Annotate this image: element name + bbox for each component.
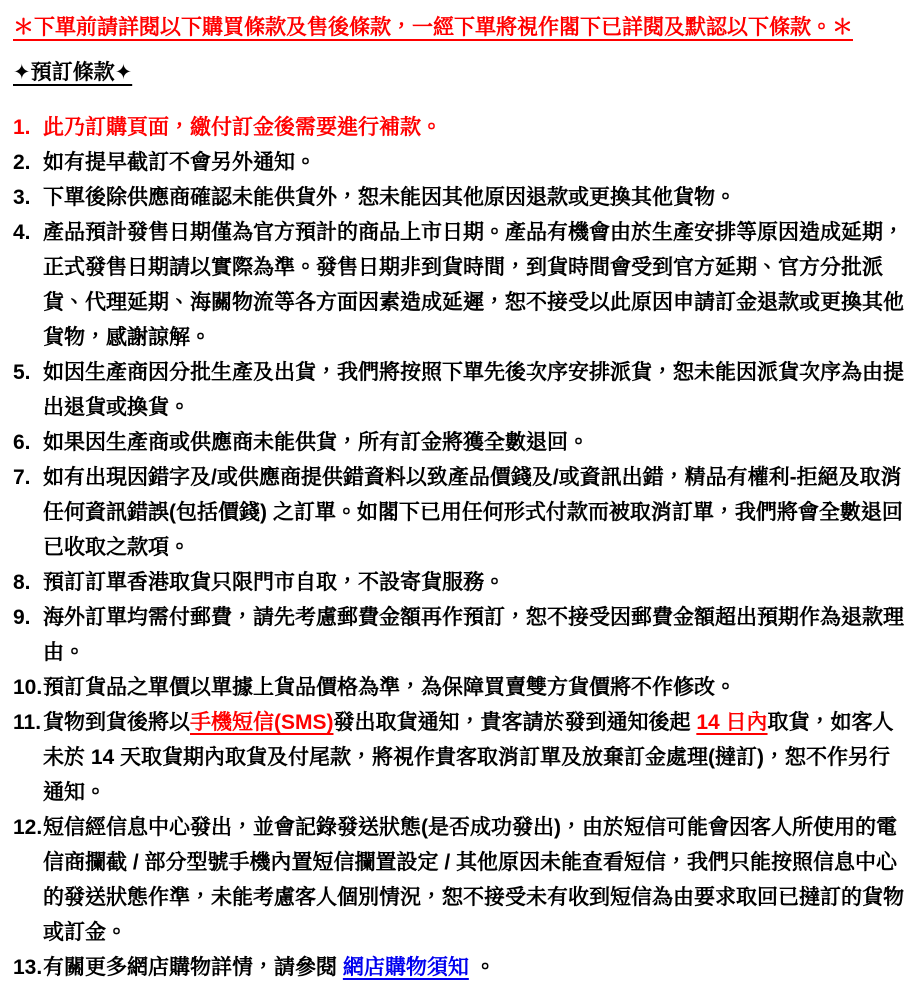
term-segment: 14 日內 xyxy=(696,711,768,734)
term-item xyxy=(13,705,907,810)
section-title xyxy=(13,58,907,88)
term-segment: 海外訂單均需付郵費，請先考慮郵費金額再作預訂，恕不接受因郵費金額超出預期作為退款理由。 xyxy=(43,606,904,664)
term-item xyxy=(13,145,907,180)
shop-guide-link[interactable]: 網店購物須知 xyxy=(342,956,469,979)
term-number: 5. xyxy=(13,361,31,384)
term-text xyxy=(43,460,907,565)
term-segment: 下單後除供應商確認未能供貨外，恕未能因其他原因退款或更換其他貨物。 xyxy=(43,186,736,209)
term-text xyxy=(43,355,907,425)
term-item xyxy=(13,215,907,355)
term-number: 8. xyxy=(13,571,31,594)
term-segment: 此乃訂購頁面，繳付訂金後需要進行補款。 xyxy=(43,116,442,139)
term-segment: 短信經信息中心發出，並會記錄發送狀態(是否成功發出)，由於短信可能會因客人所使用的電信商攔截 / 部分型號手機內置短信攔置設定 / 其他原因未能查看短信，我們只能按照信息中心的發送狀態作準，未能考慮客人個別情況，恕不接受未有收到短信為由要求取回已撻訂的貨物或訂金。 xyxy=(43,816,904,944)
term-number: 12. xyxy=(13,816,43,839)
term-number: 4. xyxy=(13,221,31,244)
term-item xyxy=(13,460,907,565)
term-text xyxy=(43,600,907,670)
term-item xyxy=(13,565,907,600)
term-segment: 。 xyxy=(468,956,496,979)
term-segment: 如有提早截訂不會另外通知。 xyxy=(43,151,316,174)
term-item xyxy=(13,670,907,705)
term-item xyxy=(13,355,907,425)
terms-list xyxy=(13,110,907,985)
term-segment: 如因生產商因分批生產及出貨，我們將按照下單先後次序安排派貨，恕未能因派貨次序為由提出退貨或換貨。 xyxy=(43,361,904,419)
term-text xyxy=(43,215,907,355)
term-segment: 預訂貨品之單價以單據上貨品價格為準，為保障買賣雙方貨價將不作修改。 xyxy=(43,676,736,699)
term-segment: 如果因生產商或供應商未能供貨，所有訂金將獲全數退回。 xyxy=(43,431,589,454)
term-segment: 取貨，如客人未於 14 天取貨期內取貨及付尾款，將視作貴客取消訂單及放棄訂金處理(撻訂)，恕不作另行通知。 xyxy=(43,711,894,804)
term-number: 6. xyxy=(13,431,31,454)
term-text xyxy=(43,565,907,600)
term-text xyxy=(43,425,907,460)
term-item xyxy=(13,425,907,460)
notice-banner-text: ＊下單前請詳閱以下購買條款及售後條款，一經下單將視作閣下已詳閱及默認以下條款。＊ xyxy=(13,16,853,39)
term-number: 10. xyxy=(13,676,43,699)
term-text xyxy=(43,110,907,145)
section-title-text: ✦預訂條款✦ xyxy=(13,61,133,84)
term-segment: 預訂訂單香港取貨只限門市自取，不設寄貨服務。 xyxy=(43,571,505,594)
term-text xyxy=(43,145,907,180)
term-item xyxy=(13,110,907,145)
term-segment: 有關更多網店購物詳情，請參閱 xyxy=(43,956,343,979)
term-text xyxy=(43,670,907,705)
term-segment: 手機短信(SMS) xyxy=(190,711,334,734)
term-number: 9. xyxy=(13,606,31,629)
term-segment: 發出取貨通知，貴客請於發到通知後起 xyxy=(333,711,697,734)
term-segment: 產品預計發售日期僅為官方預計的商品上市日期。產品有機會由於生產安排等原因造成延期，正式發售日期請以實際為準。發售日期非到貨時間，到貨時間會受到官方延期、官方分批派貨、代理延期、海關物流等各方面因素造成延遲，恕不接受以此原因申請訂金退款或更換其他貨物，感謝諒解。 xyxy=(43,221,904,349)
term-item xyxy=(13,950,907,985)
term-text xyxy=(43,950,907,985)
term-number: 13. xyxy=(13,956,43,979)
term-text xyxy=(43,180,907,215)
term-item xyxy=(13,810,907,950)
term-number: 7. xyxy=(13,466,31,489)
term-segment: 如有出現因錯字及/或供應商提供錯資料以致產品價錢及/或資訊出錯，精品有權利-拒絕及取消任何資訊錯誤(包括價錢) 之訂單。如閣下已用任何形式付款而被取消訂單，我們將會全數退回已收取之款項。 xyxy=(43,466,903,559)
notice-banner xyxy=(13,14,907,42)
term-number: 2. xyxy=(13,151,31,174)
term-item xyxy=(13,180,907,215)
term-text xyxy=(43,705,907,810)
term-item xyxy=(13,600,907,670)
term-number: 3. xyxy=(13,186,31,209)
term-number: 1. xyxy=(13,116,31,139)
term-segment: 貨物到貨後將以 xyxy=(43,711,190,734)
term-text xyxy=(43,810,907,950)
term-number: 11. xyxy=(13,711,42,734)
